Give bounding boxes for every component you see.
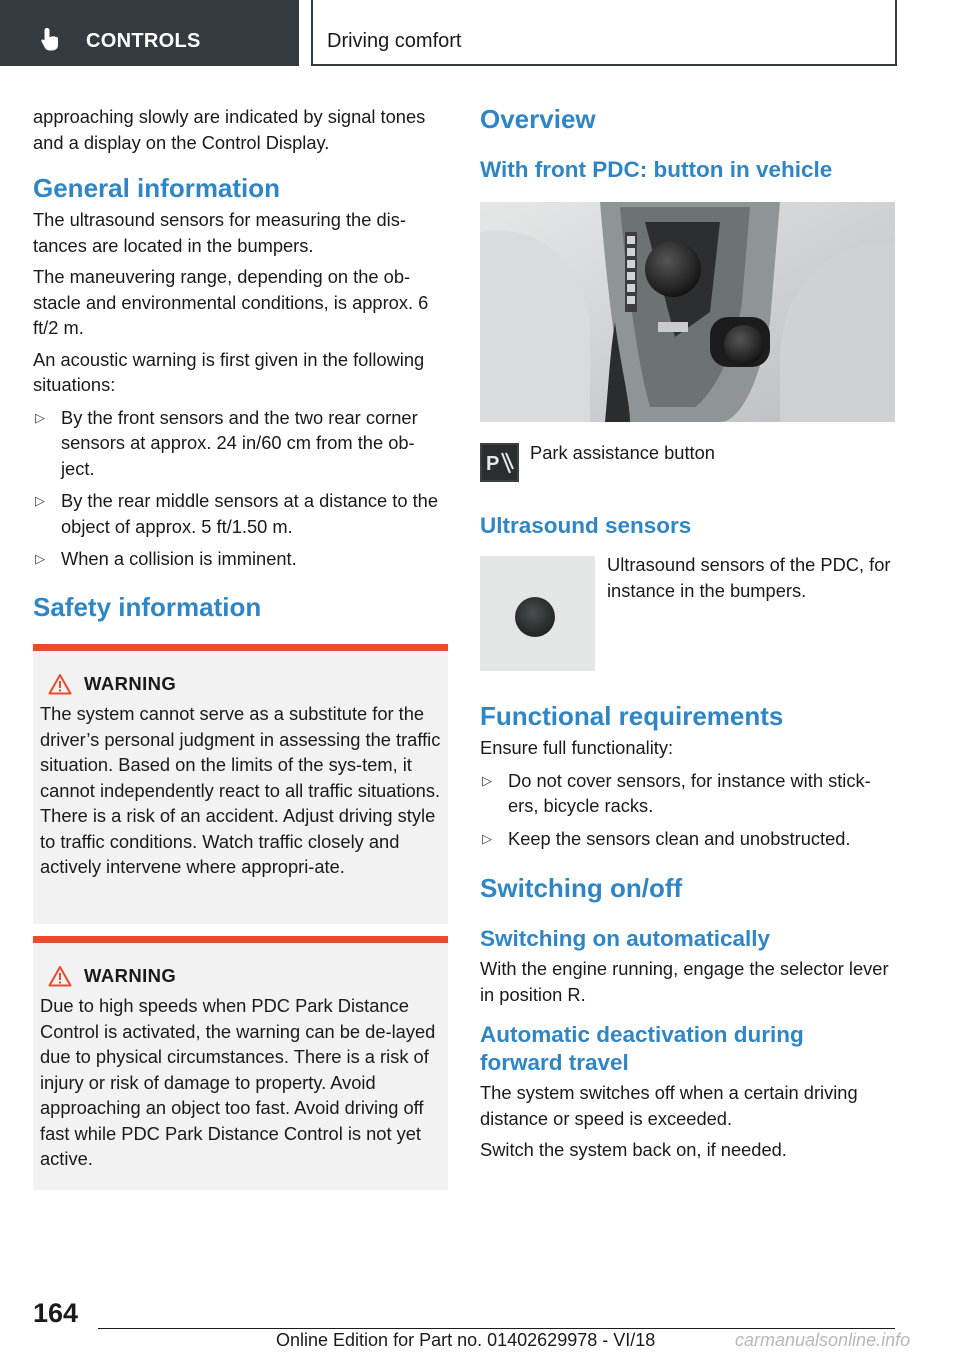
triangle-bullet-icon: ▷ [482,830,492,846]
general-info-heading: General information [33,173,281,203]
warning-label: WARNING [84,965,177,986]
list-item: ▷ When a collision is imminent. [33,546,445,572]
header-title: Driving comfort [327,30,462,52]
ultrasound-heading: Ultrasound sensors [480,513,692,538]
page-number: 164 [33,1298,79,1328]
header-title-box [311,0,897,66]
auto-on-text: With the engine running, engage the selector lever in position R. [480,958,889,1005]
center-console-photo [480,202,895,422]
park-assist-button-icon [480,443,519,482]
list-item: ▷ By the front sensors and the two rear corner sensors at approx. 24 in/60 cm from the ob‐ject. [35,406,418,479]
auto-off-text-2: Switch the system back on, if needed. [480,1139,787,1160]
right-column [480,104,900,194]
warning-text: Due to high speeds when PDC Park Distance Control is activated, the warning can be de‐layed due to physical circumstances. There is a risk of injury or risk of damage to property. Avoid approaching an object too fast. Avoid driving off fast while PDC Park Distance Control is not yet active. [40,995,436,1169]
auto-on-heading: Switching on automatically [480,926,771,951]
warning-triangle-icon [48,673,72,695]
watermark: carmanualsonline.info [735,1330,911,1350]
header-section-label: CONTROLS [86,30,201,52]
triangle-bullet-icon: ▷ [35,493,45,508]
warning-box-2 [33,936,448,1190]
warning-situations-list [33,405,445,572]
warning-header [40,965,442,987]
auto-off-heading: Automatic deactivation during forward travel [480,1022,804,1075]
svg-text:P: P [486,453,500,475]
intro-paragraph: approaching slowly are indicated by signal tones and a display on the Control Display. [33,106,426,153]
safety-info-heading: Safety information [33,591,262,622]
park-assist-legend [480,443,900,483]
list-item: ▷ By the rear middle sensors at a distance to the object of approx. 5 ft/1.50 m. [35,490,438,537]
park-assist-button-label: Park assistance button [530,442,715,463]
ultrasound-text: Ultrasound sensors of the PDC, for instance in the bumpers. [607,554,891,601]
overview-heading: Overview [480,104,596,134]
functional-intro: Ensure full functionality: [480,737,674,758]
general-info-p1: The ultrasound sensors for measuring the dis‐tances are located in the bumpers. [33,209,406,256]
list-item: ▷ Keep the sensors clean and unobstructed. [480,826,900,852]
left-column [33,104,445,622]
footer-edition: Online Edition for Part no. 01402629978 - VI/18 [276,1330,656,1350]
warning-header [40,673,442,695]
sensor-illustration [480,556,595,671]
triangle-bullet-icon: ▷ [35,551,45,566]
functional-requirements-heading: Functional requirements [480,701,784,731]
general-info-p3: An acoustic warning is first given in the following situations: [33,348,425,395]
footer-divider [98,1328,895,1329]
pointing-hand-icon [38,26,64,52]
warning-triangle-icon [48,965,72,987]
right-column-lower [480,701,900,1169]
warning-box-1 [33,644,448,924]
warning-label: WARNING [84,673,177,694]
warning-text: The system cannot serve as a substitute for the driver’s personal judgment in assessing the traffic situation. Based on the limits of the sys‐tem, it cannot independently react to all traffic situations. There is a risk of an accident. Adjust driving style to traffic conditions. Watch traffic closely and actively intervene where appropri‐ate. [40,703,441,877]
general-info-p2: The maneuvering range, depending on the ob‐stacle and environmental conditions, is approx. 6 ft/2 m. [33,266,429,338]
switching-heading: Switching on/off [480,873,683,903]
center-console-illustration [480,202,895,422]
triangle-bullet-icon: ▷ [482,772,492,788]
front-pdc-heading: With front PDC: button in vehicle [480,157,833,182]
ultrasound-sensor-photo [480,556,595,671]
header-section-tab [0,0,299,66]
functional-list [480,768,900,852]
list-item: ▷ Do not cover sensors, for instance with stick‐ers, bicycle racks. [482,769,871,816]
triangle-bullet-icon: ▷ [35,409,45,425]
auto-off-text-1: The system switches off when a certain driving distance or speed is exceeded. [480,1082,858,1129]
